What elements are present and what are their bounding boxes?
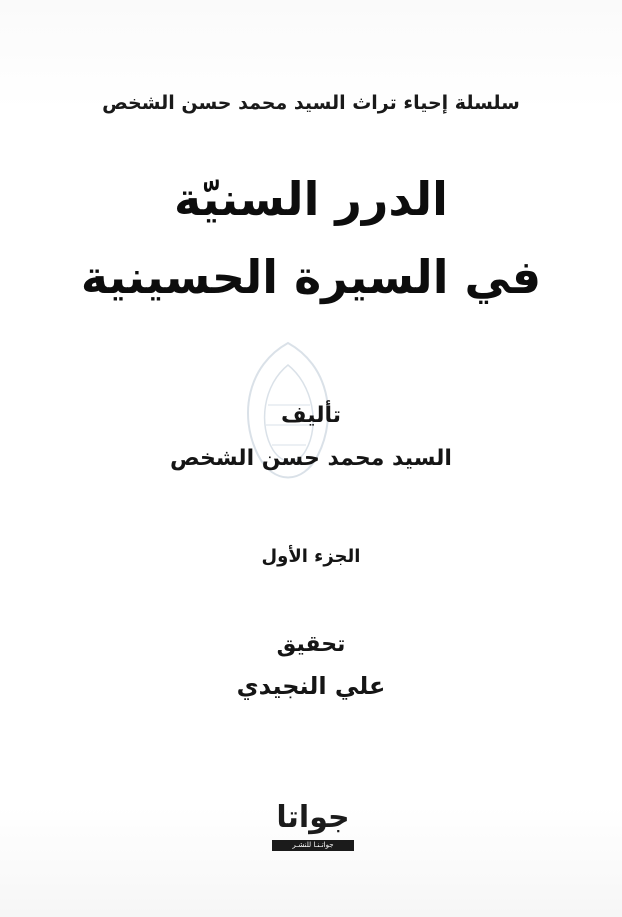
book-title-line-2: في السيرة الحسينية	[80, 250, 542, 304]
editing-label: تحقيق	[276, 632, 346, 657]
publisher-logo-text: جواتا	[276, 800, 350, 835]
editor-name: علي النجيدي	[236, 672, 386, 700]
series-title: سلسلة إحياء تراث السيد محمد حسن الشخص	[102, 92, 520, 114]
publisher-tagline: جواتـنـا للنشـر	[272, 840, 354, 851]
publisher-logo	[270, 797, 356, 853]
authoring-label: تأليف	[281, 403, 341, 428]
book-title-line-1: الدرر السنيّة	[174, 172, 448, 226]
author-name: السيد محمد حسن الشخص	[170, 446, 452, 471]
volume-label: الجزء الأول	[261, 546, 361, 567]
